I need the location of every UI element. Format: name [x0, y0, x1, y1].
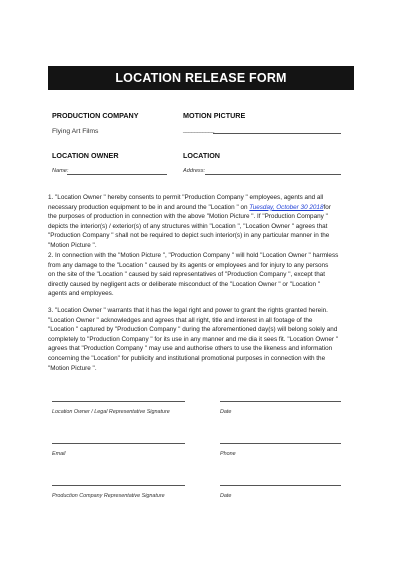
- company-signature-field[interactable]: [52, 485, 185, 486]
- clause-3-line: agrees that "Production Company " may use and authorise others to use the likeness and information: [48, 345, 333, 353]
- clause-2-line: 2. In connection with the "Motion Picture ", "Production Company " will hold "Location Owner " harmless: [48, 252, 339, 259]
- address-field[interactable]: [205, 174, 341, 175]
- phone-field[interactable]: [220, 443, 341, 444]
- clause-2-line: directly caused by negligent acts or deliberate misconduct of the "Location Owner " or "Location ": [48, 280, 321, 288]
- clause-2-line: agents and employees.: [48, 290, 114, 298]
- clause-1-line: "Motion Picture ".: [48, 241, 97, 249]
- motion-picture-blank: ___________: [183, 128, 214, 134]
- clause-1: [48, 193, 364, 251]
- clause-3-line: completely to "Production Company " for its use in any manner and me dia it sees fit. "Location Owner ": [48, 335, 339, 343]
- clause-3-line: "Location Owner " acknowledges and agrees that all right, title and interest in all footage of the: [48, 316, 313, 324]
- motion-picture-heading: MOTION PICTURE: [183, 111, 246, 120]
- email-label: Email: [52, 451, 66, 457]
- address-label: Address:: [183, 168, 206, 174]
- clause-1-line: 1. "Location Owner " hereby consents to permit "Production Company " employees, agents and all: [48, 194, 324, 201]
- clause-1-line: depicts the interior(s) / exterior(s) of any structures within "Location ", "Location Owner " agrees that: [48, 222, 328, 230]
- clause-1-line: "Production Company " shall not be required to depict such interior(s) in any particular manner in the: [48, 232, 330, 240]
- form-title-bar: [48, 66, 354, 90]
- clause-2-line: on the site of the "Location " caused by said representatives of "Production Company ", except that: [48, 271, 326, 279]
- production-company-heading: PRODUCTION COMPANY: [52, 111, 139, 120]
- date-2-label: Date: [220, 493, 232, 499]
- clause-1-line: [48, 203, 364, 213]
- clause-1-line-end: for: [323, 203, 331, 211]
- name-field[interactable]: [67, 174, 167, 175]
- company-signature-label: Production Company Representative Signature: [52, 493, 165, 499]
- location-heading: LOCATION: [183, 151, 220, 160]
- clause-1-line: the purposes of production in connection with the above "Motion Picture ". If "Production Company ": [48, 213, 328, 221]
- motion-picture-field[interactable]: [213, 133, 341, 134]
- date-1-label: Date: [220, 409, 232, 415]
- clause-1-line-start: necessary production equipment to be in and around the "Location " on: [48, 203, 250, 211]
- clause-3-line: "Location " captured by "Production Company " during the aforementioned day(s) will belong solely and: [48, 326, 338, 334]
- name-label: Name:: [52, 168, 69, 174]
- clause-3-line: "Motion Picture ".: [48, 364, 97, 372]
- owner-signature-field[interactable]: [52, 401, 185, 402]
- date-1-field[interactable]: [220, 401, 341, 402]
- clause-3: [48, 306, 364, 373]
- clause-2-line: from any damage to the "Location " caused by its agents or employees and for injury to any persons: [48, 261, 329, 269]
- production-company-value: Flying Art Films: [52, 128, 99, 135]
- shoot-date: Tuesday, October 30 2018: [249, 203, 324, 211]
- email-field[interactable]: [52, 443, 185, 444]
- clause-3-line: concerning the "Location" for publicity and institutional promotional purposes in connection with the: [48, 354, 326, 362]
- clause-3-line: 3. "Location Owner " warrants that it has the legal right and power to grant the rights granted herein.: [48, 307, 328, 314]
- phone-label: Phone: [220, 451, 236, 457]
- clause-2: [48, 251, 364, 299]
- form-title: LOCATION RELEASE FORM: [115, 71, 287, 85]
- owner-signature-label: Location Owner / Legal Representative Signature: [52, 409, 170, 415]
- location-owner-heading: LOCATION OWNER: [52, 151, 119, 160]
- date-2-field[interactable]: [220, 485, 341, 486]
